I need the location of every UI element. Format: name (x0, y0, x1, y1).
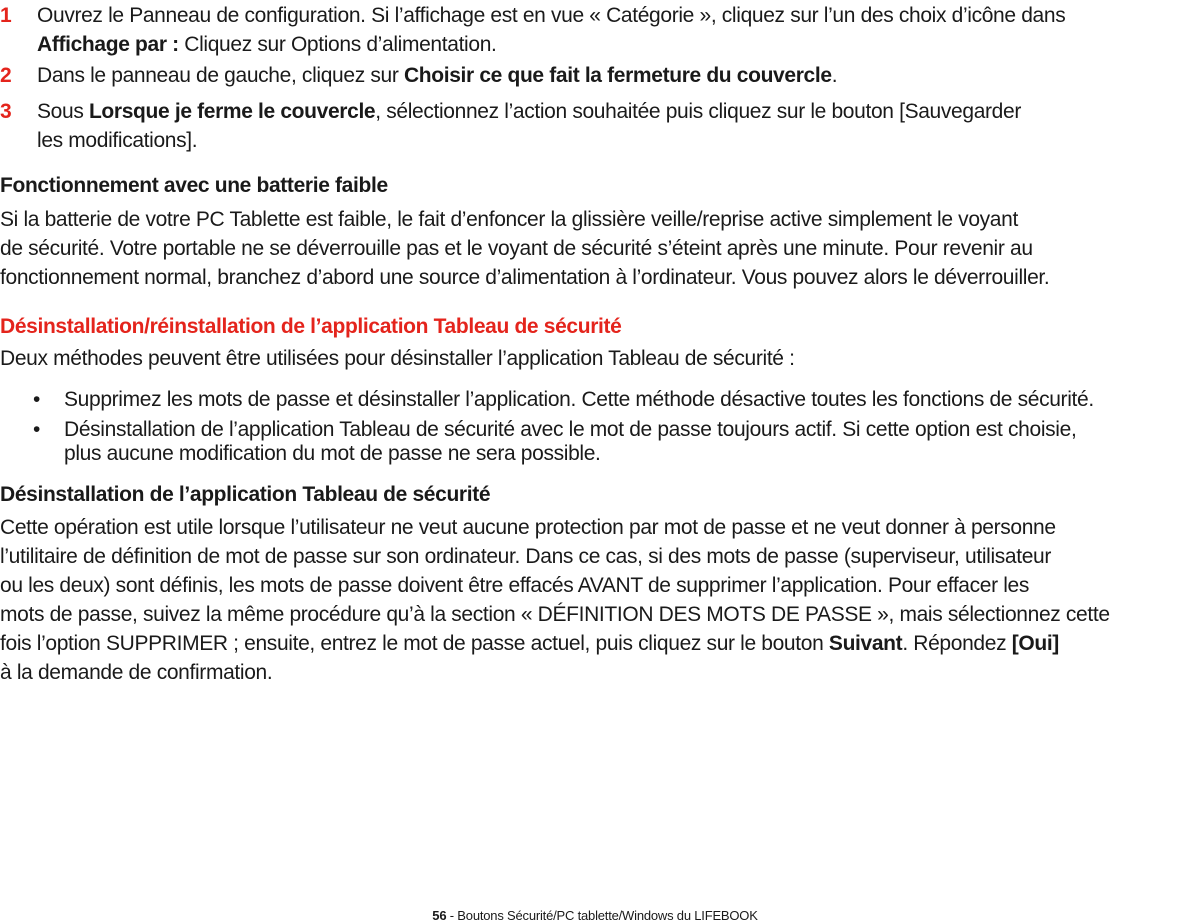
footer-text: - Boutons Sécurité/PC tablette/Windows du LIFEBOOK (446, 908, 758, 923)
section-heading-low-battery: Fonctionnement avec une batterie faible (0, 174, 388, 197)
bullet-marker: • (33, 388, 41, 411)
step-line: les modifications]. (37, 129, 198, 152)
bold-term: [Oui] (1011, 632, 1059, 655)
low-battery-paragraph (0, 205, 1190, 292)
step-2 (0, 61, 837, 90)
step-number: 2 (0, 64, 12, 87)
bold-term: Affichage par : (37, 33, 179, 56)
paragraph-line: Si la batterie de votre PC Tablette est faible, le fait d’enfoncer la glissière veille/reprise active simplement le voyant (0, 208, 1018, 231)
paragraph-line: de sécurité. Votre portable ne se déverrouille pas et le voyant de sécurité s’éteint après une minute. Pour revenir au (0, 237, 1033, 260)
step-line: Sous Lorsque je ferme le couvercle, sélectionnez l’action souhaitée puis cliquez sur le bouton [Sauvegarder (37, 100, 1021, 123)
paragraph-line: fois l’option SUPPRIMER ; ensuite, entrez le mot de passe actuel, puis cliquez sur le bouton Suivant. Répondez [Oui] (0, 632, 1059, 655)
page-number: 56 (432, 908, 447, 923)
page-footer (0, 908, 1190, 924)
step-1 (0, 1, 1065, 59)
bold-term: Choisir ce que fait la fermeture du couvercle (403, 64, 832, 87)
bullet-item (0, 385, 1190, 414)
step-line: Dans le panneau de gauche, cliquez sur Choisir ce que fait la fermeture du couvercle. (37, 64, 838, 87)
step-number: 3 (0, 100, 12, 123)
uninstall-app-paragraph (0, 513, 1190, 687)
step-line: Affichage par : Cliquez sur Options d’alimentation. (37, 33, 497, 56)
paragraph-line: à la demande de confirmation. (0, 661, 273, 684)
paragraph-line: Cette opération est utile lorsque l’utilisateur ne veut aucune protection par mot de passe et ne veut donner à personne (0, 516, 1056, 539)
paragraph-line: ou les deux) sont définis, les mots de passe doivent être effacés AVANT de supprimer l’application. Pour effacer les (0, 574, 1030, 597)
paragraph-line: fonctionnement normal, branchez d’abord une source d’alimentation à l’ordinateur. Vous pouvez alors le déverrouiller. (0, 266, 1050, 289)
section-heading-uninstall-reinstall: Désinstallation/réinstallation de l’application Tableau de sécurité (0, 315, 622, 338)
bullet-line: plus aucune modification du mot de passe ne sera possible. (64, 442, 601, 465)
bullet-marker: • (33, 418, 41, 441)
bullet-line: Désinstallation de l’application Tableau de sécurité avec le mot de passe toujours actif. Si cette option est choisie, (64, 418, 1077, 441)
section-heading-uninstall-app: Désinstallation de l’application Tableau de sécurité (0, 483, 491, 506)
step-3 (0, 97, 1021, 155)
bold-term: Lorsque je ferme le couvercle (88, 100, 376, 123)
paragraph-line: l’utilitaire de définition de mot de passe sur son ordinateur. Dans ce cas, si des mots de passe (superviseur, utilisateur (0, 545, 1052, 568)
uninstall-intro: Deux méthodes peuvent être utilisées pour désinstaller l’application Tableau de sécurité : (0, 347, 795, 370)
bullet-item (0, 415, 1190, 468)
bold-term: Suivant (828, 632, 903, 655)
paragraph-line: mots de passe, suivez la même procédure qu’à la section « DÉFINITION DES MOTS DE PASSE », mais sélectionnez cette (0, 603, 1110, 626)
step-line: Ouvrez le Panneau de configuration. Si l’affichage est en vue « Catégorie », cliquez sur l’un des choix d’icône dans (37, 4, 1066, 27)
bullet-line: Supprimez les mots de passe et désinstaller l’application. Cette méthode désactive toutes les fonctions de sécurité. (64, 388, 1094, 411)
step-number: 1 (0, 4, 12, 27)
